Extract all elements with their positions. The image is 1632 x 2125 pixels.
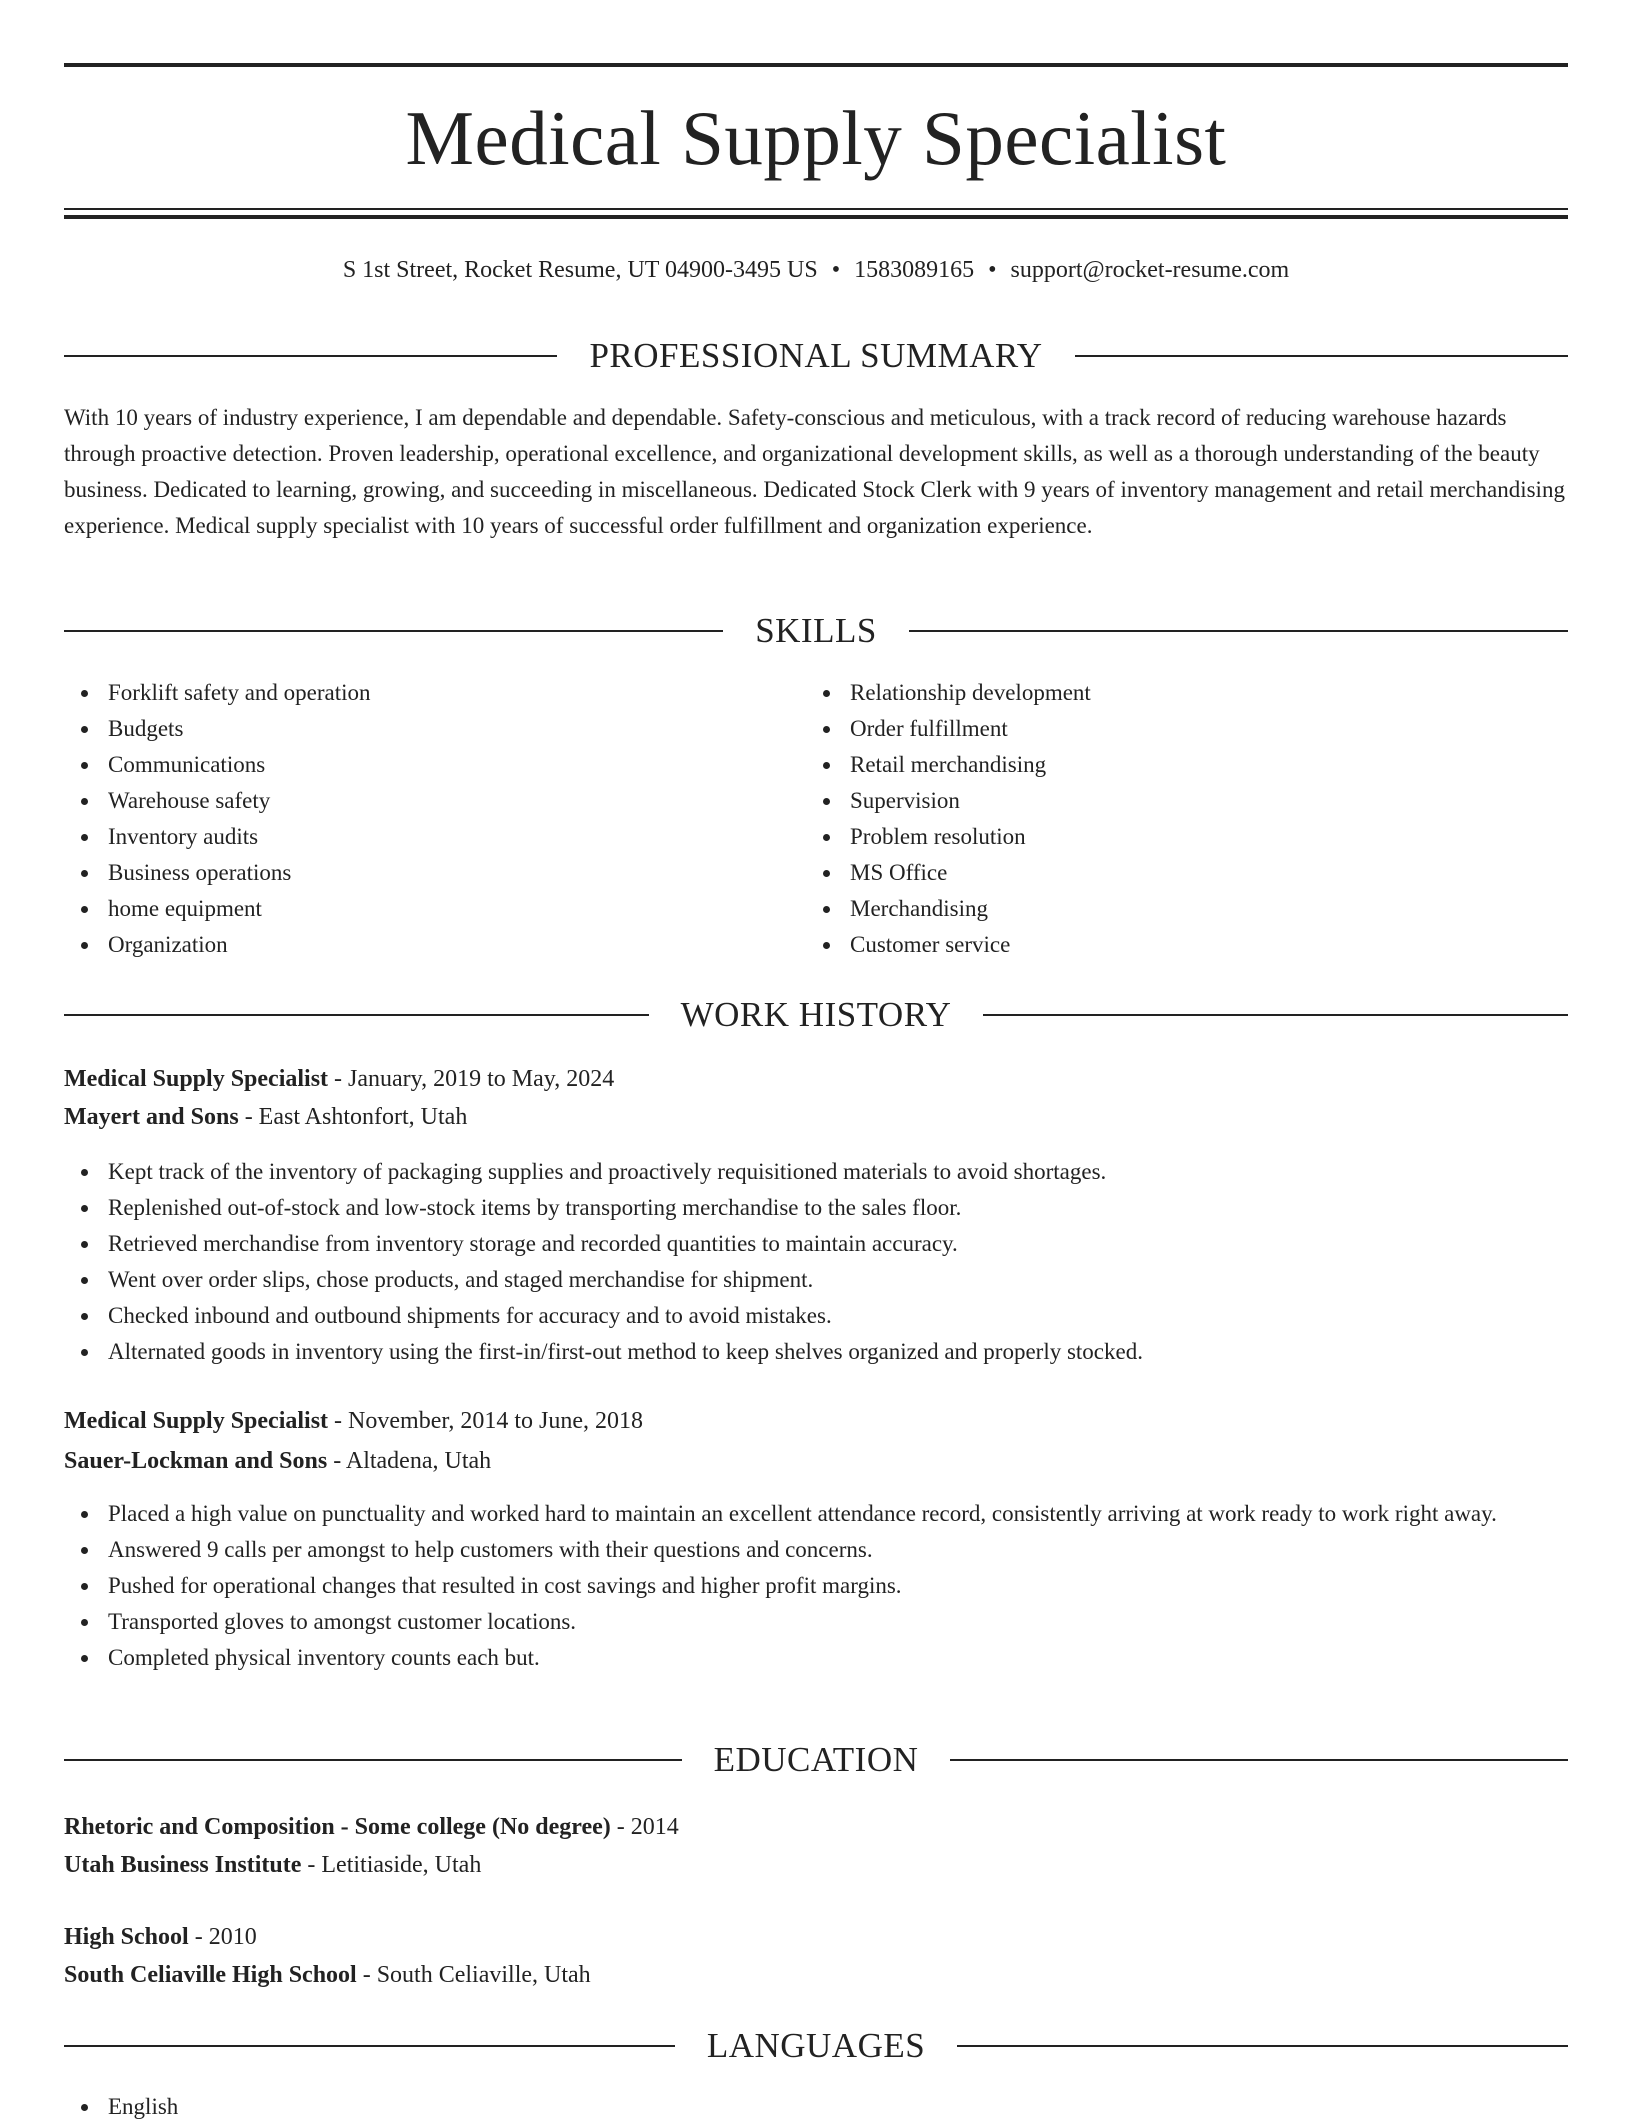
section-heading-work [64, 993, 1568, 1037]
job-bullets [64, 1154, 1568, 1370]
heading-rule [64, 1014, 649, 1016]
skill-item: Merchandising [806, 891, 1546, 927]
job-bullet: Pushed for operational changes that resulted in cost savings and higher profit margins. [64, 1568, 1568, 1604]
heading-rule [64, 630, 723, 632]
contact-address: S 1st Street, Rocket Resume, UT 04900-3495 US [342, 257, 818, 283]
summary-text: With 10 years of industry experience, I am dependable and dependable. Safety-conscious and meticulous, with a track record of reducing warehouse hazards through proactive detection. Proven leadership, operational excellence, and organizational development skills, as well as a thorough understanding of the beauty business. Dedicated to learning, growing, and succeeding in miscellaneous. Dedicated Stock Clerk with 9 years of inventory management and retail merchandising experience. Medical supply specialist with 10 years of successful order fulfillment and organization experience. [64, 405, 1565, 538]
education-school: South Celiaville High School [64, 1962, 357, 1988]
heading-rule [957, 2045, 1568, 2047]
job-company: Sauer-Lockman and Sons [64, 1448, 328, 1474]
section-title: PROFESSIONAL SUMMARY [589, 336, 1043, 375]
section-title: WORK HISTORY [680, 995, 952, 1034]
job-bullet: Retrieved merchandise from inventory storage and recorded quantities to maintain accuracy. [64, 1226, 1568, 1262]
header-bottom-rule-thin [64, 208, 1568, 210]
contact-separator: • [988, 257, 997, 283]
header-bottom-rule-thick [64, 215, 1568, 219]
skill-item: Inventory audits [64, 819, 804, 855]
job-title: Medical Supply Specialist [64, 1066, 329, 1092]
job-company: Mayert and Sons [64, 1104, 239, 1130]
heading-rule [64, 2045, 675, 2047]
education-school: Utah Business Institute [64, 1852, 302, 1878]
contact-separator: • [831, 257, 841, 283]
section-heading-summary [64, 334, 1568, 378]
skill-item: Organization [64, 927, 804, 963]
job-bullet: Answered 9 calls per amongst to help customers with their questions and concerns. [64, 1532, 1568, 1568]
job-title-line [64, 1060, 1568, 1098]
section-title: EDUCATION [713, 1740, 919, 1779]
section-title: LANGUAGES [706, 2026, 926, 2065]
job-dates: - January, 2019 to May, 2024 [328, 1066, 615, 1092]
job-bullet: Completed physical inventory counts each but. [64, 1640, 1568, 1676]
heading-rule [950, 1759, 1568, 1761]
contact-line [64, 254, 1568, 286]
skill-item: Forklift safety and operation [64, 675, 804, 711]
education-year: - 2014 [610, 1814, 679, 1840]
job-location: - Altadena, Utah [327, 1448, 492, 1474]
job-company-line [64, 1442, 1568, 1480]
contact-email[interactable]: support@rocket-resume.com [1010, 257, 1290, 283]
job-bullets [64, 1496, 1568, 1676]
job-bullet: Placed a high value on punctuality and worked hard to maintain an excellent attendance record, consistently arriving at work ready to work right away. [64, 1496, 1568, 1532]
languages-list [64, 2089, 1568, 2125]
language-item: English [64, 2089, 1568, 2125]
skill-item: MS Office [806, 855, 1546, 891]
job-dates: - November, 2014 to June, 2018 [328, 1408, 644, 1434]
job-bullet: Transported gloves to amongst customer locations. [64, 1604, 1568, 1640]
heading-rule [1075, 355, 1568, 357]
heading-rule [983, 1014, 1568, 1016]
section-heading-skills [64, 609, 1568, 653]
header-top-rule [64, 63, 1568, 67]
education-year: - 2010 [188, 1924, 257, 1950]
job-location: - East Ashtonfort, Utah [238, 1104, 468, 1130]
job-bullet: Went over order slips, chose products, and staged merchandise for shipment. [64, 1262, 1568, 1298]
section-title: SKILLS [755, 611, 877, 650]
education-school-line [64, 1956, 1568, 1994]
education-degree: Rhetoric and Composition - Some college (No degree) [64, 1814, 611, 1840]
skill-item: home equipment [64, 891, 804, 927]
education-location: - South Celiaville, Utah [356, 1962, 591, 1988]
skills-column-right [806, 675, 1546, 963]
skill-item: Business operations [64, 855, 804, 891]
education-degree-line [64, 1808, 1568, 1846]
section-heading-education [64, 1738, 1568, 1782]
education-location: - Letitiaside, Utah [301, 1852, 482, 1878]
job-title-line [64, 1402, 1568, 1440]
skill-item: Warehouse safety [64, 783, 804, 819]
section-heading-languages [64, 2024, 1568, 2068]
skills-column-left [64, 675, 804, 963]
skill-item: Order fulfillment [806, 711, 1546, 747]
job-bullet: Kept track of the inventory of packaging supplies and proactively requisitioned materials to avoid shortages. [64, 1154, 1568, 1190]
skill-item: Budgets [64, 711, 804, 747]
skill-item: Retail merchandising [806, 747, 1546, 783]
skill-item: Communications [64, 747, 804, 783]
job-company-line [64, 1098, 1568, 1136]
job-bullet: Alternated goods in inventory using the first-in/first-out method to keep shelves organized and properly stocked. [64, 1334, 1568, 1370]
skill-item: Supervision [806, 783, 1546, 819]
education-degree-line [64, 1918, 1568, 1956]
education-degree: High School [64, 1924, 189, 1950]
candidate-name: Medical Supply Specialist [405, 95, 1227, 181]
skill-item: Problem resolution [806, 819, 1546, 855]
job-title: Medical Supply Specialist [64, 1408, 329, 1434]
education-school-line [64, 1846, 1568, 1884]
job-bullet: Checked inbound and outbound shipments for accuracy and to avoid mistakes. [64, 1298, 1568, 1334]
skill-item: Relationship development [806, 675, 1546, 711]
heading-rule [64, 355, 557, 357]
job-bullet: Replenished out-of-stock and low-stock items by transporting merchandise to the sales floor. [64, 1190, 1568, 1226]
contact-phone: 1583089165 [854, 257, 975, 283]
heading-rule [909, 630, 1568, 632]
heading-rule [64, 1759, 682, 1761]
skill-item: Customer service [806, 927, 1546, 963]
